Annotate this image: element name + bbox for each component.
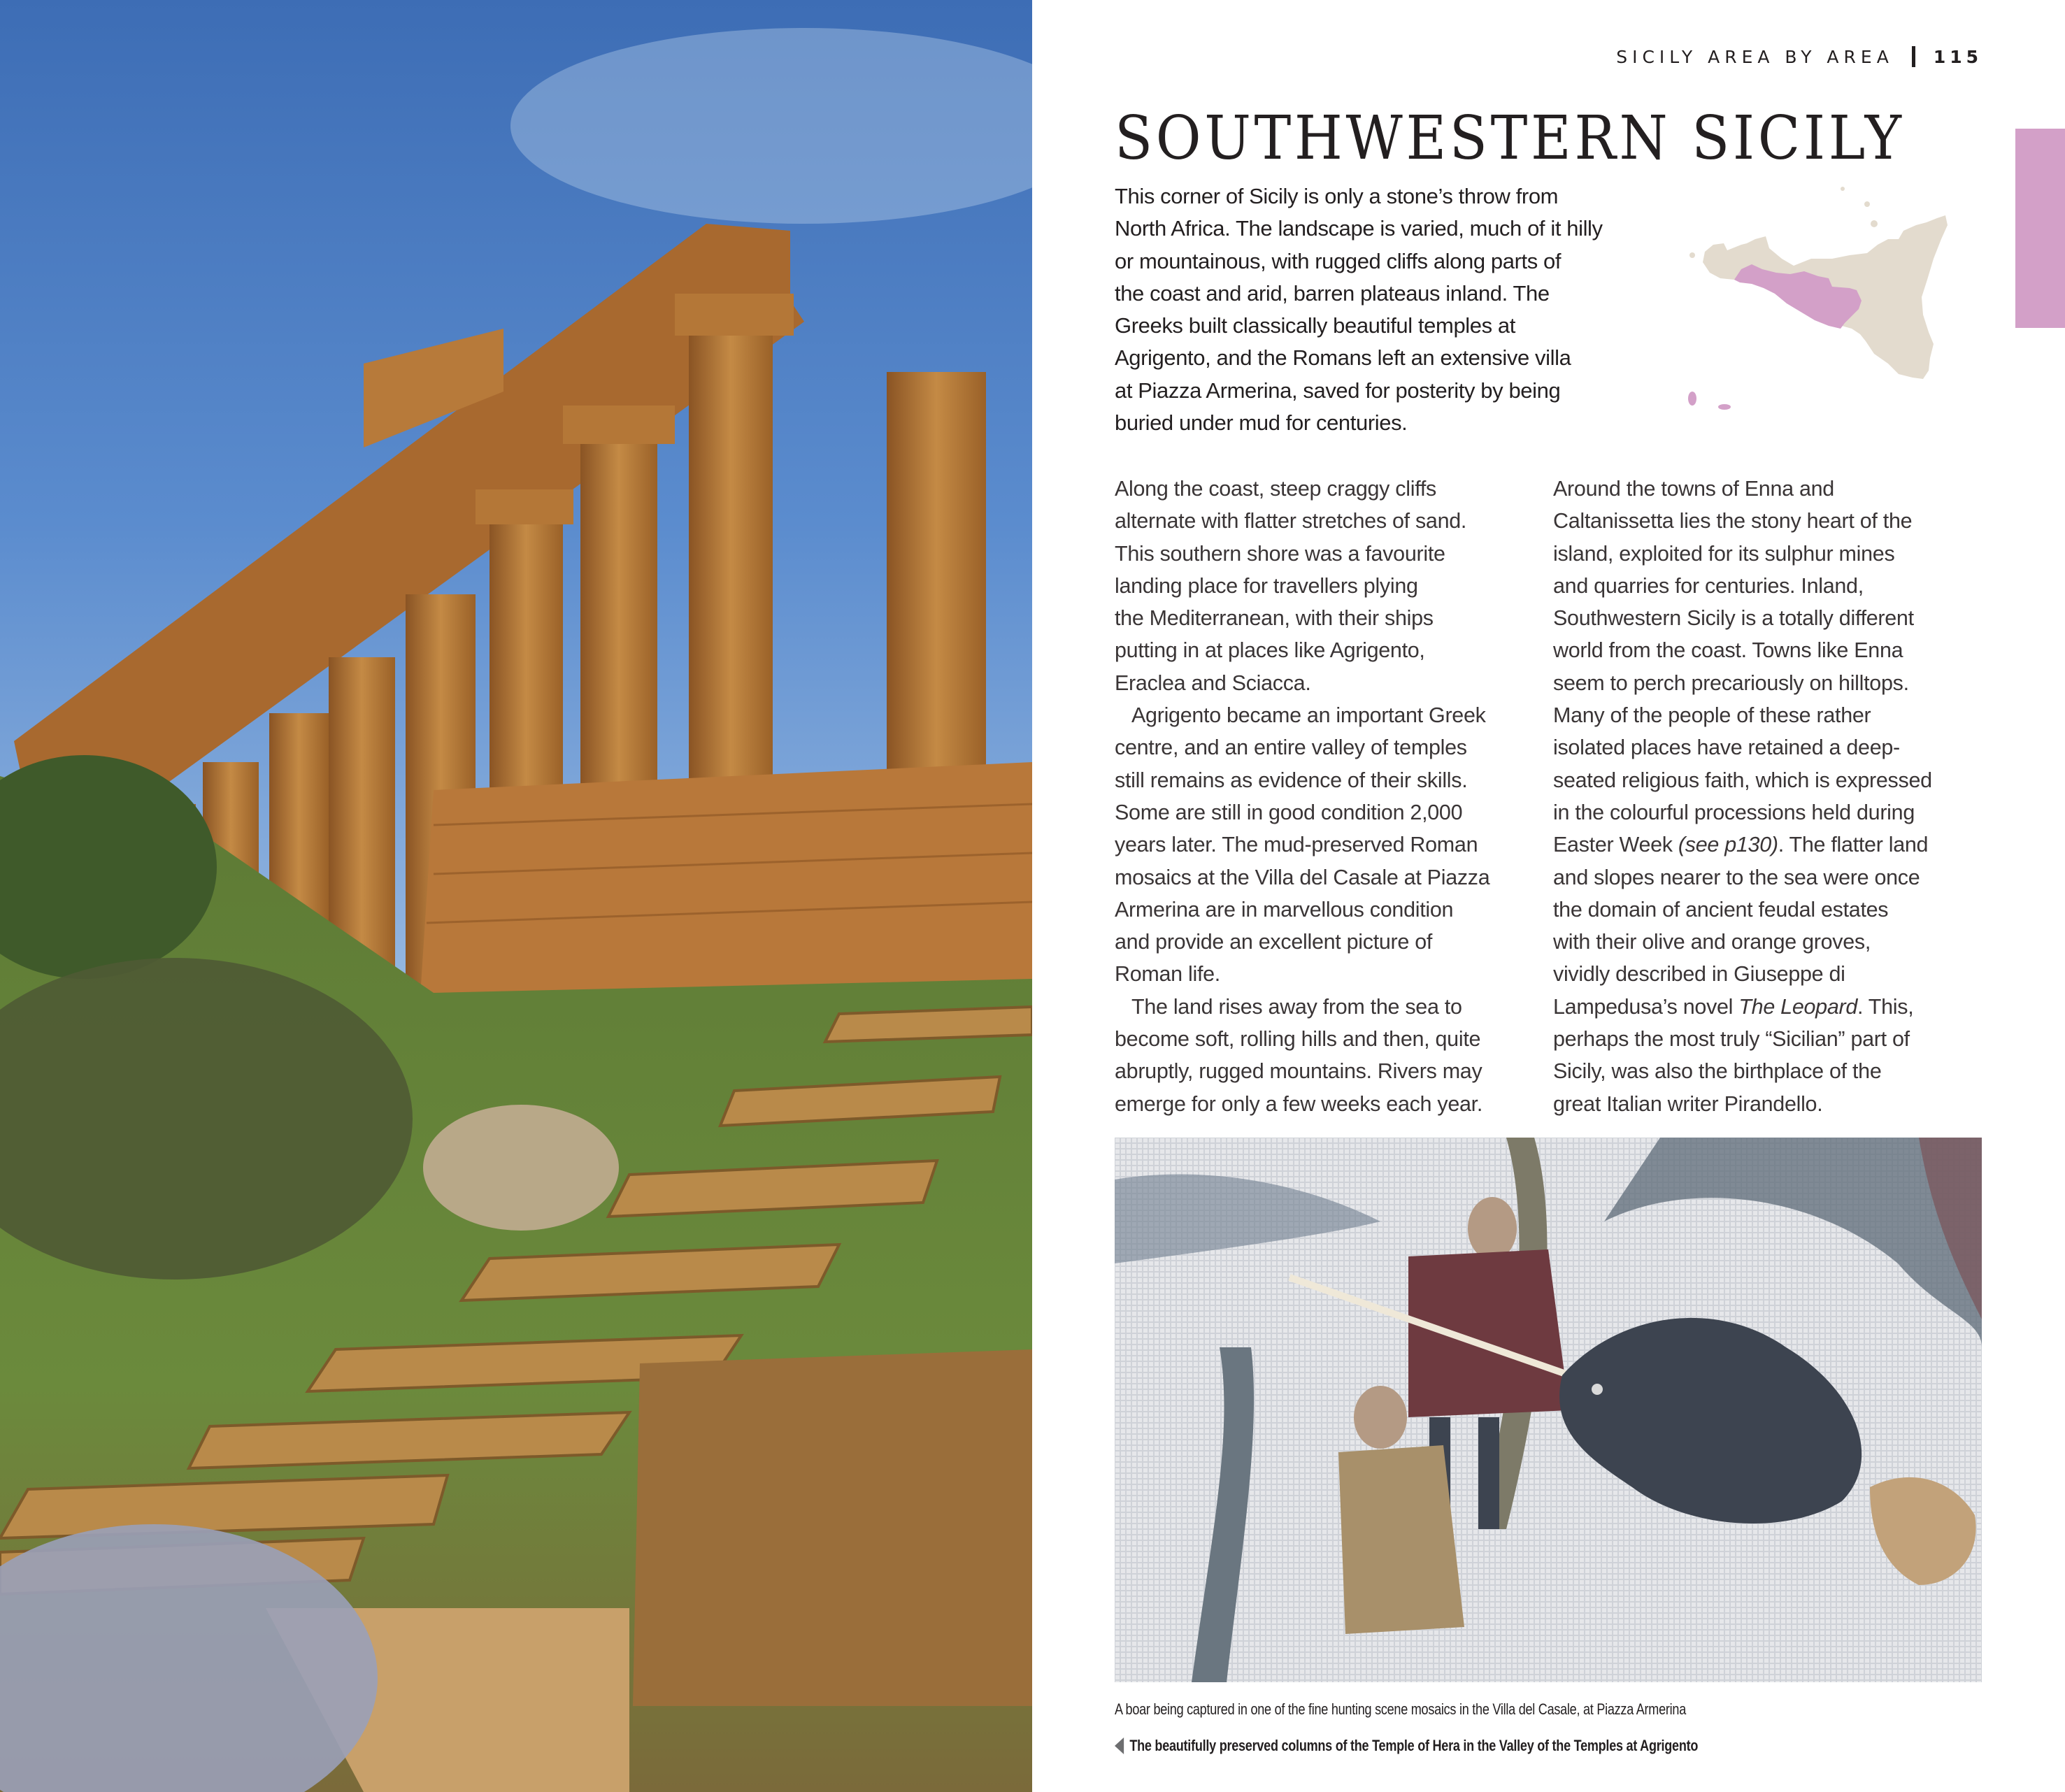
body-text: . The flatter land [1778, 833, 1929, 857]
body-line: landing place for travellers plying [1115, 573, 1418, 598]
intro-paragraph [1115, 180, 1674, 439]
body-line: alternate with flatter stretches of sand. [1115, 509, 1467, 533]
mosaic-caption: A boar being captured in one of the fine hunting scene mosaics in the Villa del Casale, at Piazza Armerina [1115, 1700, 1686, 1718]
body-line: the domain of ancient feudal estates [1553, 897, 1889, 922]
body-column-1 [1115, 473, 1548, 1120]
body-line: emerge for only a few weeks each year. [1115, 1091, 1483, 1116]
gozo-island-shape [1718, 404, 1731, 410]
body-line [1553, 991, 1987, 1023]
body-line: with their olive and orange groves, [1553, 930, 1871, 954]
body-line: Eraclea and Sciacca. [1115, 671, 1311, 695]
body-line: Around the towns of Enna and [1553, 477, 1834, 501]
intro-line: at Piazza Armerina, saved for posterity by being [1115, 378, 1561, 403]
intro-line: or mountainous, with rugged cliffs along parts of [1115, 248, 1562, 273]
body-line: putting in at places like Agrigento, [1115, 638, 1425, 663]
body-line: and quarries for centuries. Inland, [1553, 573, 1864, 598]
body-line: island, exploited for its sulphur mines [1553, 541, 1895, 566]
mosaic-illustration [1115, 1138, 1982, 1682]
body-line: seated religious faith, which is expressed [1553, 768, 1932, 792]
body-line: isolated places have retained a deep- [1553, 736, 1900, 760]
body-text: Lampedusa’s novel [1553, 994, 1739, 1019]
body-line: in the colourful processions held during [1553, 800, 1915, 824]
intro-line: Agrigento, and the Romans left an extensive villa [1115, 345, 1571, 371]
body-line: and provide an excellent picture of [1115, 930, 1433, 954]
malta-island-shape [1688, 392, 1696, 406]
body-line: and slopes nearer to the sea were once [1553, 865, 1920, 889]
body-line: mosaics at the Villa del Casale at Piazza [1115, 865, 1490, 889]
temple-of-hera-photo [0, 0, 1032, 1792]
sicily-locator-map [1664, 161, 1986, 427]
body-text: Easter Week [1553, 833, 1678, 857]
left-photo-caption [1115, 1737, 1698, 1755]
running-head [1616, 45, 1982, 69]
body-text: . This, [1857, 994, 1914, 1019]
temple-photo-illustration [0, 0, 1032, 1792]
body-line: Southwestern Sicily is a totally different [1553, 606, 1914, 631]
running-head-section: SICILY AREA BY AREA [1616, 46, 1894, 67]
body-line: This southern shore was a favourite [1115, 541, 1445, 566]
body-line [1553, 829, 1987, 861]
intro-line: This corner of Sicily is only a stone’s throw from [1115, 184, 1559, 208]
left-arrow-icon [1115, 1737, 1124, 1754]
intro-line: North Africa. The landscape is varied, much of it hilly [1115, 216, 1603, 241]
section-color-tab [2015, 129, 2065, 328]
body-line: vividly described in Giuseppe di [1553, 962, 1845, 987]
page-number: 115 [1933, 46, 1982, 67]
page-title: SOUTHWESTERN SICILY [1115, 103, 1905, 173]
body-line: centre, and an entire valley of temples [1115, 736, 1467, 760]
body-line: Caltanissetta lies the stony heart of the [1553, 509, 1913, 533]
body-line: seem to perch precariously on hilltops. [1553, 671, 1909, 695]
body-line: still remains as evidence of their skills. [1115, 768, 1468, 792]
body-line: Sicily, was also the birthplace of the [1553, 1059, 1882, 1084]
body-line: Armerina are in marvellous condition [1115, 897, 1454, 922]
intro-line: Greeks built classically beautiful temples at [1115, 313, 1515, 338]
body-line: become soft, rolling hills and then, quite [1115, 1027, 1481, 1052]
cross-reference: (see p130) [1678, 833, 1778, 857]
intro-line: buried under mud for centuries. [1115, 410, 1408, 436]
body-line: abruptly, rugged mountains. Rivers may [1115, 1059, 1482, 1084]
body-column-2 [1553, 473, 1987, 1120]
intro-line: the coast and arid, barren plateaus inland. The [1115, 280, 1550, 306]
body-line: great Italian writer Pirandello. [1553, 1091, 1823, 1116]
body-line: the Mediterranean, with their ships [1115, 606, 1434, 631]
left-photo-caption-text: The beautifully preserved columns of the Temple of Hera in the Valley of the Temples at Agrigento [1129, 1737, 1699, 1754]
body-line: world from the coast. Towns like Enna [1553, 638, 1903, 663]
body-line: The land rises away from the sea to [1131, 994, 1462, 1019]
body-line: Many of the people of these rather [1553, 703, 1871, 728]
boar-hunt-mosaic-photo [1115, 1138, 1982, 1682]
body-line: years later. The mud-preserved Roman [1115, 833, 1478, 857]
body-line: Roman life. [1115, 962, 1220, 987]
body-line: Agrigento became an important Greek [1131, 703, 1486, 728]
book-title: The Leopard [1738, 994, 1858, 1019]
body-line: Along the coast, steep craggy cliffs [1115, 477, 1436, 501]
body-line: Some are still in good condition 2,000 [1115, 800, 1463, 824]
body-line: perhaps the most truly “Sicilian” part of [1553, 1027, 1910, 1052]
running-head-divider [1912, 46, 1915, 67]
